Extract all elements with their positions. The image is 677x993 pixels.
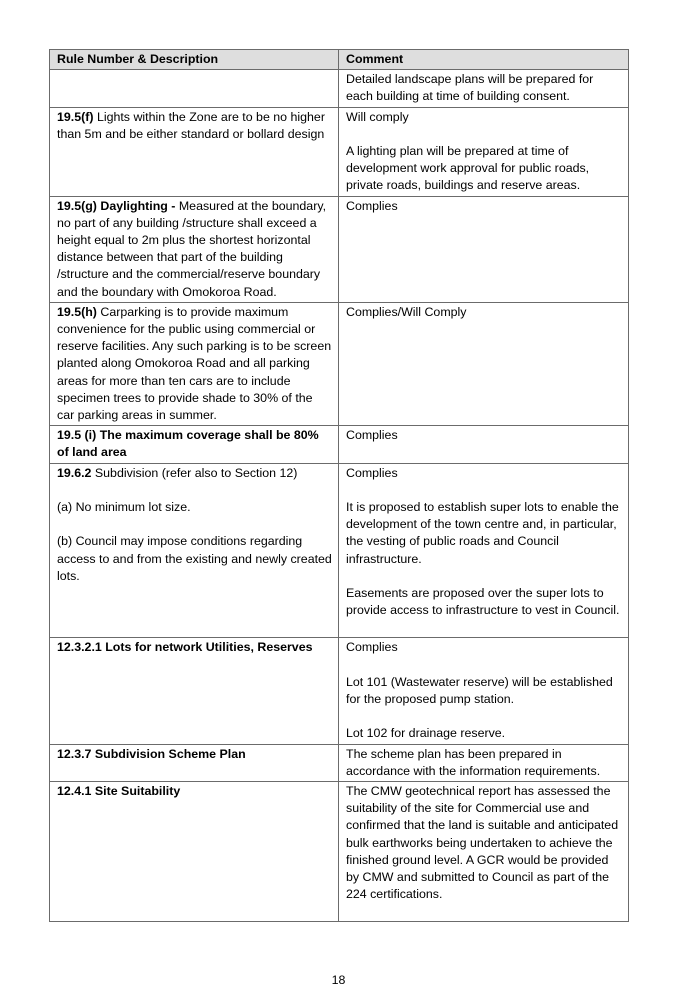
comment-cell bbox=[339, 744, 629, 781]
rule-number: 19.6.2 bbox=[57, 465, 92, 480]
header-row bbox=[50, 50, 629, 70]
comment-cell bbox=[339, 196, 629, 302]
rule-number: 19.5(h) bbox=[57, 304, 97, 319]
rule-cell bbox=[50, 302, 339, 425]
rule-number: 12.3.2.1 Lots for network Utilities, Reserves bbox=[57, 640, 313, 655]
comment-text: Complies bbox=[346, 198, 398, 213]
comment-cell bbox=[339, 70, 629, 107]
comment-text: Complies bbox=[346, 428, 398, 443]
table-row bbox=[50, 302, 629, 425]
rule-cell bbox=[50, 107, 339, 196]
comment-cell bbox=[339, 107, 629, 196]
table-row bbox=[50, 463, 629, 638]
table-row bbox=[50, 196, 629, 302]
rule-number: 19.5(f) bbox=[57, 109, 94, 124]
comment-text: Detailed landscape plans will be prepared for each building at time of building consent. bbox=[346, 72, 594, 104]
rule-cell bbox=[50, 426, 339, 463]
rules-table bbox=[49, 49, 629, 922]
header-rule: Rule Number & Description bbox=[50, 50, 339, 70]
comment-text: Will comply bbox=[346, 109, 409, 124]
rule-cell bbox=[50, 463, 339, 638]
comment-text: Easements are proposed over the super lots to provide access to infrastructure to vest in Council. bbox=[346, 586, 620, 618]
rule-description: Measured at the boundary, no part of any building /structure shall exceed a height equal to 2m plus the shortest horizontal distance between that part of the building /structure and the commercial/reserve boundary and the boundary with Omokoroa Road. bbox=[57, 198, 327, 299]
comment-cell bbox=[339, 302, 629, 425]
rule-description: Subdivision (refer also to Section 12) bbox=[91, 465, 298, 480]
page-number: 18 bbox=[331, 973, 346, 987]
header-comment: Comment bbox=[339, 50, 629, 70]
rule-clause: (b) Council may impose conditions regarding access to and from the existing and newly created lots. bbox=[57, 534, 332, 583]
table-row bbox=[50, 426, 629, 463]
comment-text: The scheme plan has been prepared in accordance with the information requirements. bbox=[346, 746, 601, 778]
rule-cell bbox=[50, 782, 339, 922]
rule-cell bbox=[50, 744, 339, 781]
table-row bbox=[50, 107, 629, 196]
comment-text: The CMW geotechnical report has assessed the suitability of the site for Commercial use and confirmed that the land is suitable and anticipated bulk earthworks being undertaken to achieve the finished ground level. A GCR would be provided by CMW and submitted to Council as part of the 224 certifications. bbox=[346, 784, 619, 902]
rule-number: 12.4.1 Site Suitability bbox=[57, 784, 181, 799]
table-row bbox=[50, 638, 629, 744]
rule-cell bbox=[50, 70, 339, 107]
comment-text: Complies bbox=[346, 465, 398, 480]
rule-number: 19.5 (i) The maximum coverage shall be 80% of land area bbox=[57, 428, 319, 460]
table-row bbox=[50, 744, 629, 781]
comment-text: It is proposed to establish super lots to enable the development of the town centre and, in particular, the vesting of public roads and Council infrastructure. bbox=[346, 500, 619, 566]
rule-clause: (a) No minimum lot size. bbox=[57, 500, 191, 515]
comment-text: Lot 102 for drainage reserve. bbox=[346, 726, 506, 741]
table-row bbox=[50, 70, 629, 107]
comment-cell bbox=[339, 463, 629, 638]
table-row bbox=[50, 782, 629, 922]
rule-cell bbox=[50, 196, 339, 302]
rule-cell bbox=[50, 638, 339, 744]
comment-cell bbox=[339, 426, 629, 463]
comment-text: A lighting plan will be prepared at time of development work approval for public roads, private roads, buildings and reserve areas. bbox=[346, 144, 590, 193]
rule-number: 19.5(g) Daylighting - bbox=[57, 198, 176, 213]
rule-description: Carparking is to provide maximum convenience for the public using commercial or reserve facilities. Any such parking is to be screen planted along Omokoroa Road and all parking areas for more than ten cars are to include specimen trees to provide shade to 30% of the car parking areas in summer. bbox=[57, 304, 332, 423]
rule-number: 12.3.7 Subdivision Scheme Plan bbox=[57, 746, 246, 761]
comment-text: Lot 101 (Wastewater reserve) will be established for the proposed pump station. bbox=[346, 674, 613, 707]
comment-cell bbox=[339, 638, 629, 744]
comment-text: Complies/Will Comply bbox=[346, 304, 467, 319]
comment-text: Complies bbox=[346, 640, 398, 655]
comment-cell bbox=[339, 782, 629, 922]
rule-description: Lights within the Zone are to be no higher than 5m and be either standard or bollard design bbox=[57, 109, 325, 141]
